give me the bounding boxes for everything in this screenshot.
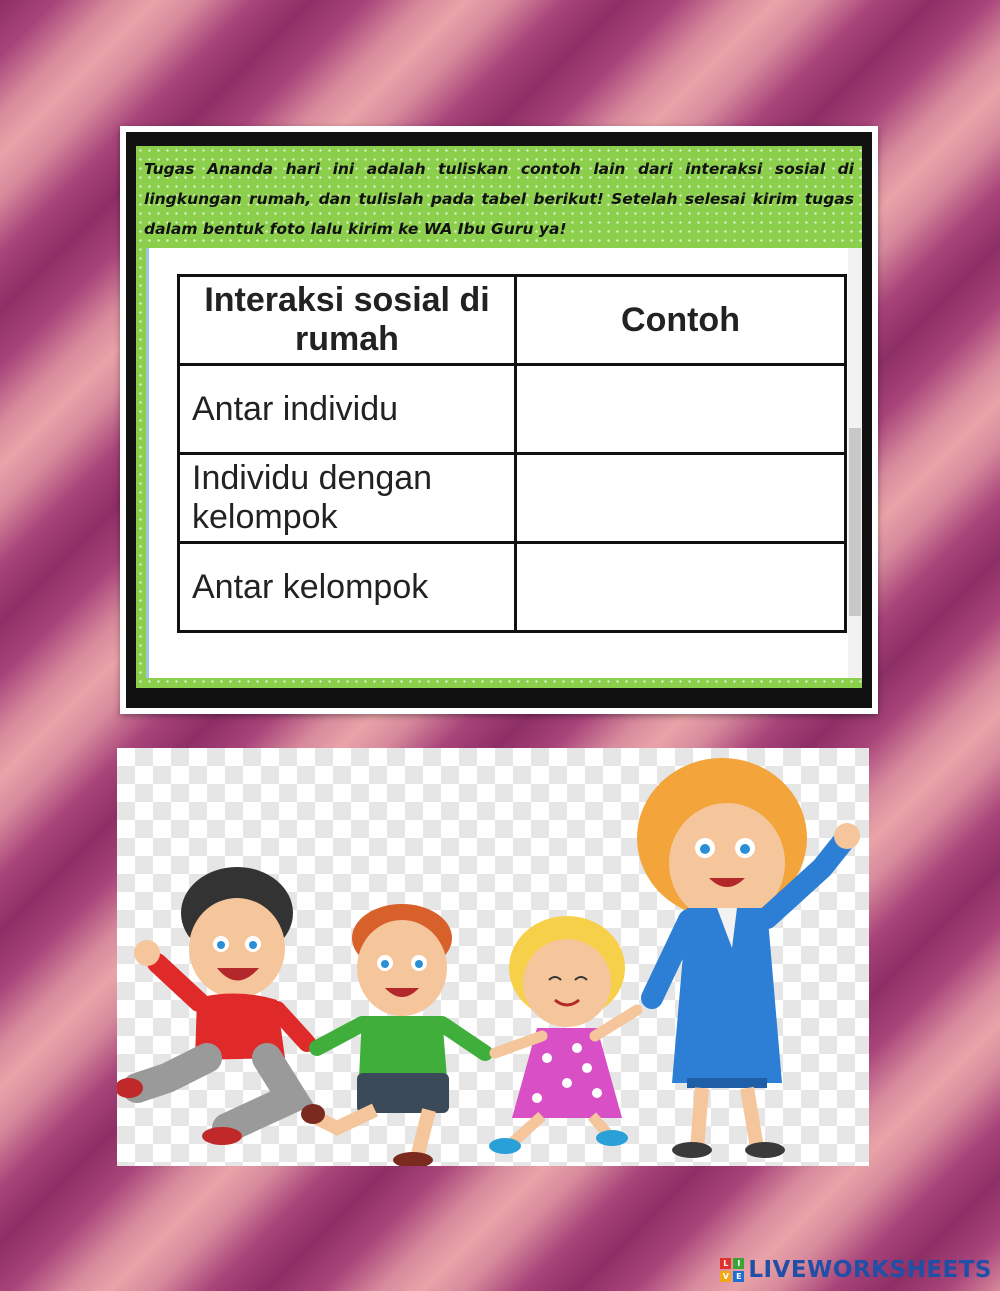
- boy-red-shirt-figure: [117, 867, 307, 1145]
- family-children-holding-hands-icon: [117, 748, 869, 1166]
- girl-pink-dress-figure: [489, 916, 637, 1154]
- row-label: Individu dengan kelompok: [179, 454, 516, 543]
- answer-cell[interactable]: [516, 365, 846, 454]
- answer-cell[interactable]: [516, 454, 846, 543]
- column-header: Contoh: [516, 276, 846, 365]
- logo-letter: V: [720, 1271, 731, 1282]
- worksheet-card: [120, 126, 878, 714]
- table-row: [179, 454, 846, 543]
- liveworksheets-brand[interactable]: [720, 1255, 992, 1285]
- table-row: [179, 365, 846, 454]
- instruction-text: Tugas Ananda hari ini adalah tuliskan contoh lain dari interaksi sosial di lingkungan rumah, dan tulislah pada tabel berikut! Setelah selesai kirim tugas dalam bentuk foto lalu kirim ke WA Ibu Guru ya!: [144, 160, 854, 238]
- table-header-row: [179, 276, 846, 365]
- logo-letter: L: [720, 1258, 731, 1269]
- answer-cell[interactable]: [516, 543, 846, 632]
- row-label: Antar individu: [179, 365, 516, 454]
- logo-letter: I: [733, 1258, 744, 1269]
- table-sheet: [146, 248, 862, 678]
- brand-name: LIVEWORKSHEETS: [748, 1257, 992, 1283]
- row-label: Antar kelompok: [179, 543, 516, 632]
- logo-letter: E: [733, 1271, 744, 1282]
- instruction-panel: [136, 146, 862, 688]
- table-row: [179, 543, 846, 632]
- column-header: Interaksi sosial di rumah: [179, 276, 516, 365]
- liveworksheets-logo-icon: [720, 1258, 744, 1282]
- card-frame: [126, 132, 872, 708]
- task-table: [177, 274, 847, 633]
- family-illustration: [117, 748, 869, 1166]
- woman-blue-suit-figure: [637, 758, 860, 1158]
- boy-green-shirt-figure: [301, 904, 485, 1166]
- scrollbar[interactable]: [848, 248, 862, 678]
- scrollbar-thumb[interactable]: [849, 428, 861, 616]
